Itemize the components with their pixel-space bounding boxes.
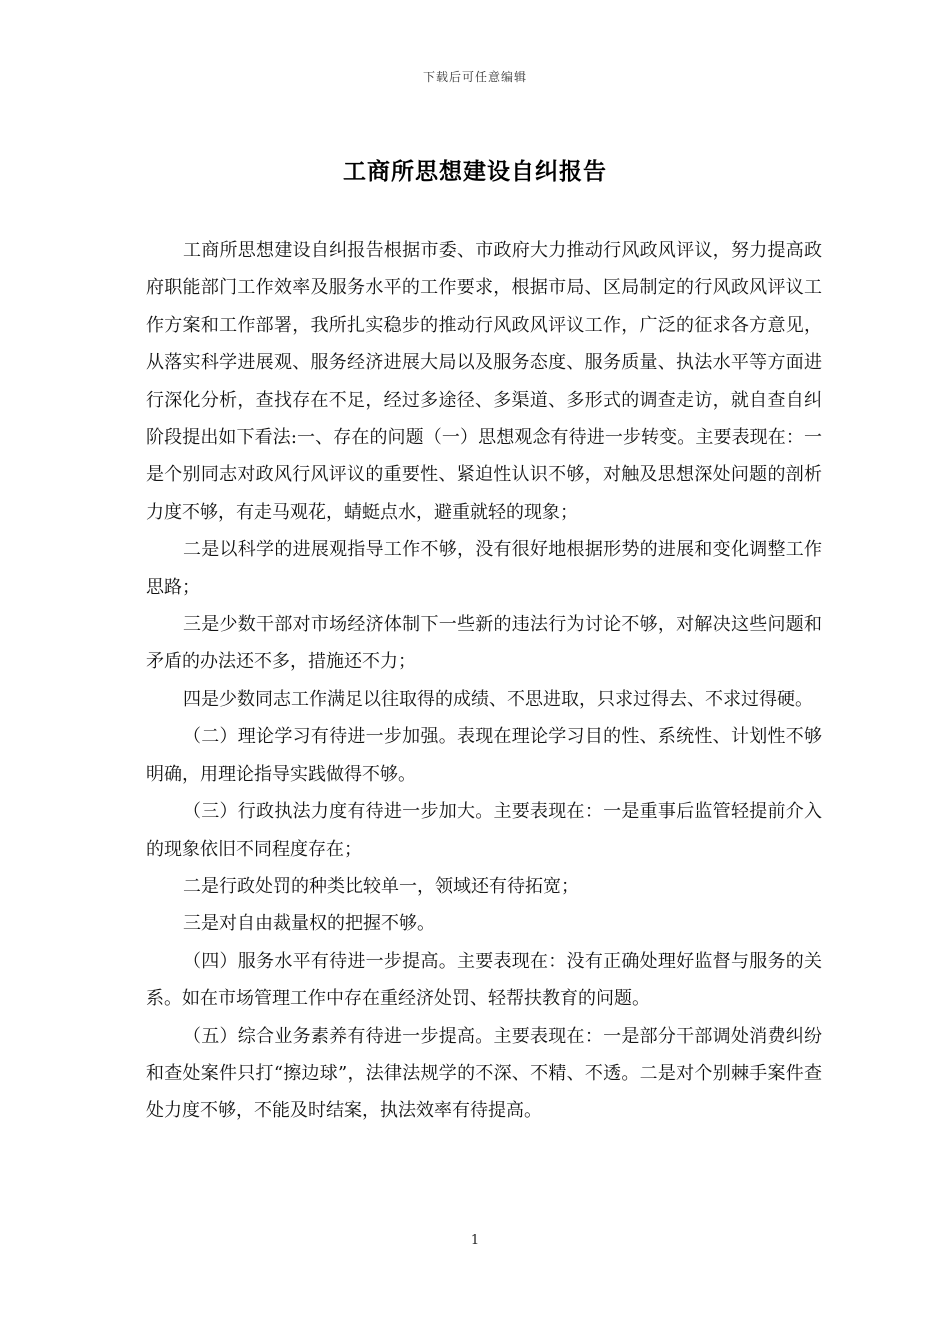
paragraph-3: 三是少数干部对市场经济体制下一些新的违法行为讨论不够，对解决这些问题和矛盾的办法还不多，措施还不力；	[146, 614, 822, 673]
paragraph-7: 二是行政处罚的种类比较单一，领域还有待拓宽；	[183, 875, 579, 897]
document-body	[146, 232, 822, 1130]
paragraph-service-level: （四）服务水平有待进一步提高。主要表现在：没有正确处理好监督与服务的关系。如在市场管理工作中存在重经济处罚、轻帮扶教育的问题。	[146, 950, 822, 1010]
paragraph-8: 三是对自由裁量权的把握不够。	[183, 913, 435, 935]
paragraph-law-enforcement: （三）行政执法力度有待进一步加大。主要表现在：一是重事后监管轻提前介入的现象依旧不同程度存在；	[146, 801, 822, 860]
document-title: 工商所思想建设自纠报告	[343, 158, 607, 185]
paragraph-professional-quality: （五）综合业务素养有待进一步提高。主要表现在：一是部分干部调处消费纠纷和查处案件只打“擦边球”，法律法规学的不深、不精、不透。二是对个别棘手案件查处力度不够，不能及时结案，执法效率有待提高。	[146, 1025, 822, 1122]
paragraph-4: 四是少数同志工作满足以往取得的成绩、不思进取，只求过得去、不求过得硬。	[183, 688, 813, 710]
page-number: 1	[470, 1233, 480, 1248]
paragraph-theory-study: （二）理论学习有待进一步加强。表现在理论学习目的性、系统性、计划性不够明确，用理论指导实践做得不够。	[146, 726, 822, 785]
paragraph-2: 二是以科学的进展观指导工作不够，没有很好地根据形势的进展和变化调整工作思路；	[146, 539, 822, 598]
paragraph-intro: 工商所思想建设自纠报告根据市委、市政府大力推动行风政风评议，努力提高政府职能部门工作效率及服务水平的工作要求，根据市局、区局制定的行风政风评议工作方案和工作部署，我所扎实稳步的推动行风政风评议工作，广泛的征求各方意见，从落实科学进展观、服务经济进展大局以及服务态度、服务质量、执法水平等方面进行深化分析，查找存在不足，经过多途径、多渠道、多形式的调查走访，就自查自纠阶段提出如下看法:一、存在的问题（一）思想观念有待进一步转变。主要表现在：一是个别同志对政风行风评议的重要性、紧迫性认识不够，对触及思想深处问题的剖析力度不够，有走马观花，蜻蜓点水，避重就轻的现象；	[146, 240, 822, 523]
header-note: 下载后可任意编辑	[422, 70, 527, 84]
